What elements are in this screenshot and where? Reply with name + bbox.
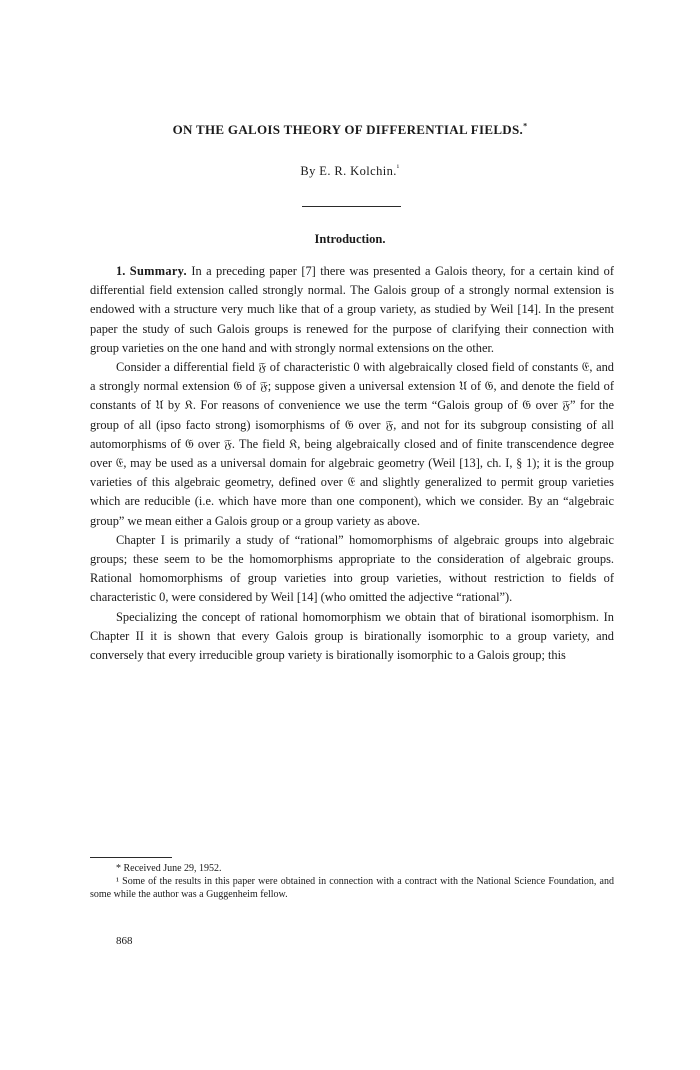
title-text: ON THE GALOIS THEORY OF DIFFERENTIAL FIELDS. [172,122,524,137]
author-line [0,164,700,179]
author-text: By E. R. Kolchin. [300,164,397,178]
footnote-rule [90,857,172,858]
summary-text: In a preceding paper [7] there was presented a Galois theory, for a certain kind of differential field extension called strongly normal. The Galois group of a strongly normal extension is endowed with a structure very much like that of a group variety, as studied by Weil [14]. In the present paper the study of such Galois groups is renewed for the purpose of clarifying their connection with group varieties on the one hand and with strongly normal extensions on the other. [90,264,614,355]
footnote: * Received June 29, 1952. [116,863,222,874]
section-heading: Introduction. [314,232,386,246]
paper-title [0,122,700,138]
footnote: ¹ Some of the results in this paper were obtained in connection with a contract with the National Science Foundation, and some while the author was a Guggenheim fellow. [90,876,614,900]
paragraph: Specializing the concept of rational homomorphism we obtain that of birational isomorphism. In Chapter II it is shown that every Galois group is birationally isomorphic to a group variety, and conversely that every irreducible group variety is birationally isomorphic to a Galois group; this [90,609,614,663]
author-footnote-mark: ¹ [396,162,400,172]
paragraph: Chapter I is primarily a study of “rational” homomorphisms of algebraic groups into algebraic groups; these seem to be the homomorphisms appropriate to the consideration of algebraic groups. Rational homomorphisms of group varieties into group varieties, without restriction to fields of characteristic 0, were considered by Weil [14] (who omitted the adjective “rational”). [90,532,614,605]
page-number: 868 [116,935,133,947]
subsection-number: 1. [116,264,126,278]
footnotes [90,862,614,901]
title-rule [302,206,401,207]
summary-paragraph [90,262,614,358]
body-text [90,262,614,665]
subsection-heading: Summary. [129,264,187,278]
title-footnote-mark: * [523,121,528,131]
paragraph: Consider a differential field 𝔉 of characteristic 0 with algebraically closed field of constants 𝔈, and a strongly normal extension 𝔊 of 𝔉; suppose given a universal extension 𝔘 of 𝔊, and denote the field of constants of 𝔘 by 𝔎. For reasons of convenience we use the term “Galois group of 𝔊 over 𝔉” for the group of all (ipso facto strong) isomorphisms of 𝔊 over 𝔉, and not for its subgroup consisting of all automorphisms of 𝔊 over 𝔉. The field 𝔎, being algebraically closed and of finite transcendence degree over 𝔈, may be used as a universal domain for algebraic geometry (Weil [13], ch. I, § 1); it is the group varieties of this algebraic geometry, defined over 𝔈 and slightly generalized to permit group varieties which are reducible (i.e. which have more than one component), which we consider. By an “algebraic group” we mean either a Galois group or a group variety as above. [90,360,614,528]
